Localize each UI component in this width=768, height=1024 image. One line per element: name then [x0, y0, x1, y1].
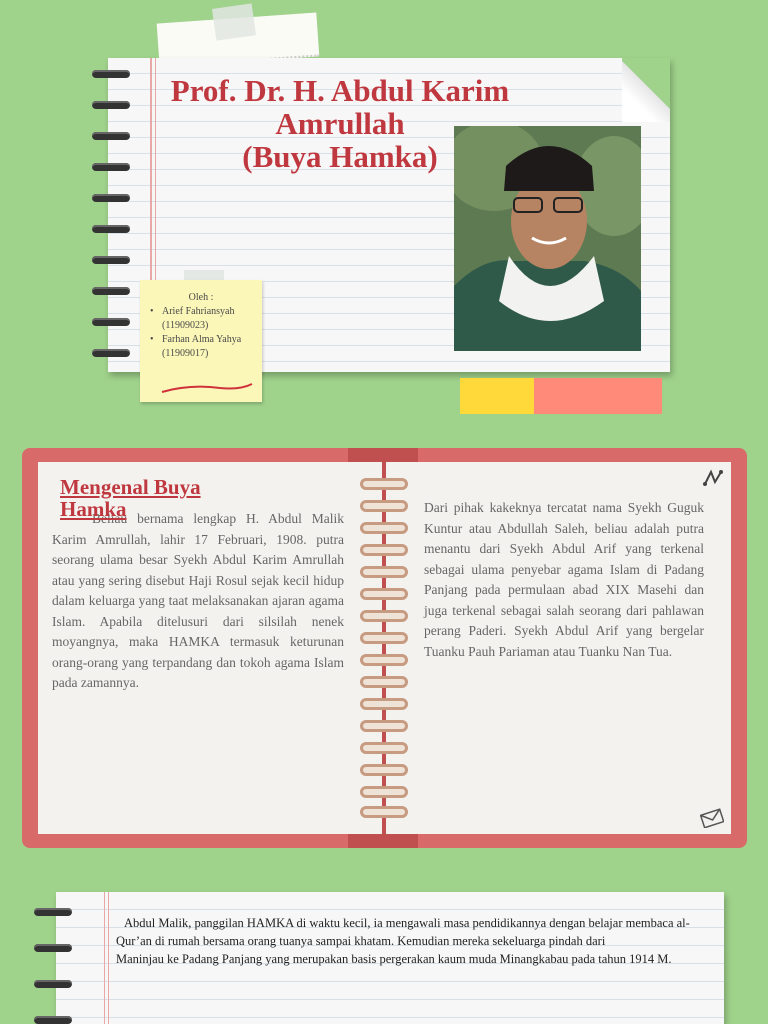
portrait-photo — [454, 126, 641, 351]
author-item: • Farhan Alma Yahya (11909017) — [148, 333, 254, 361]
spiral-coil — [360, 806, 408, 818]
biography-text — [116, 914, 701, 968]
ring-binding — [92, 318, 130, 326]
intro-paragraph: Beliau bernama lengkap H. Abdul Malik Karim Amrullah, lahir 17 Februari, 1908. putra seorang ulama besar Syekh Abdul Karim Amrullah atau yang sering disebut Haji Rosul sejak kecil hidup dalam keluarga yang taat melaksanakan ajaran agama Islam. Apabila ditelusuri dari silsilah nenek moyangnya, maka HAMKA termasuk keturunan orang-orang yang terpandang dan tokoh agama Islam pada zamannya. — [52, 511, 344, 690]
spiral-coil — [360, 786, 408, 798]
biography-line: Maninjau ke Padang Panjang yang merupakan basis pergerakan kaum muda Minangkabau pada tahun 1914 M. — [116, 952, 672, 966]
ring-binding — [92, 194, 130, 202]
ring-binding — [92, 256, 130, 264]
title-slide — [0, 0, 768, 430]
spiral-coil — [360, 588, 408, 600]
ring-binding — [34, 1016, 72, 1024]
authors-heading: Oleh : — [188, 292, 214, 303]
sticky-note-authors — [140, 280, 262, 402]
page-curl-decoration — [622, 58, 670, 122]
spiral-coil — [360, 478, 408, 490]
color-tabs — [460, 378, 662, 414]
spiral-coil — [360, 544, 408, 556]
spine-bottom — [348, 834, 418, 848]
spiral-coil — [360, 632, 408, 644]
ring-binding — [34, 944, 72, 952]
spiral-coil — [360, 610, 408, 622]
ring-binding — [92, 287, 130, 295]
ring-binding — [92, 349, 130, 357]
ring-binding — [92, 225, 130, 233]
sparkle-icon — [702, 468, 724, 488]
spiral-coil — [360, 698, 408, 710]
spiral-coil — [360, 742, 408, 754]
spine-line — [382, 462, 386, 834]
page-title: Prof. Dr. H. Abdul Karim Amrullah (Buya Hamka) — [170, 73, 510, 174]
spiral-coil — [360, 720, 408, 732]
notebook-spread — [22, 448, 747, 848]
biography-page — [56, 892, 724, 1024]
spiral-coil — [360, 654, 408, 666]
author-item: • Arief Fahriansyah (11909023) — [148, 305, 254, 333]
spine-top — [348, 448, 418, 462]
lineage-paragraph: Dari pihak kakeknya tercatat nama Syekh Guguk Kuntur atau Abdullah Saleh, beliau adalah putra menantu dari Syekh Abdul Arif yang terkenal sebagai ulama penyebar agama Islam di Padang Panjang pada permulaan abad XIX Masehi dan juga terkenal sebagai salah seorang dari pahlawan perang Paderi. Syekh Abdul Arif yang bergelar Tuanku Pauh Pariaman atau Tuanku Nan Tua. — [424, 500, 704, 659]
tape-decoration — [212, 3, 256, 40]
spiral-coil — [360, 566, 408, 578]
ring-binding — [92, 70, 130, 78]
ring-binding — [92, 132, 130, 140]
spiral-coil — [360, 500, 408, 512]
spiral-coil — [360, 676, 408, 688]
underline-scribble — [160, 380, 255, 396]
ring-binding — [34, 908, 72, 916]
spiral-coil — [360, 522, 408, 534]
ring-binding — [92, 163, 130, 171]
section-title: Mengenal Buya Hamka — [60, 475, 201, 521]
ring-binding — [34, 980, 72, 988]
ring-binding — [92, 101, 130, 109]
biography-line: Abdul Malik, panggilan HAMKA di waktu kecil, ia mengawali masa pendidikannya dengan belajar membaca al-Qur’an di rumah bersama orang tuanya sampai khatam. Kemudian mereka sekeluarga pindah dari — [116, 916, 690, 948]
spiral-coil — [360, 764, 408, 776]
envelope-icon — [700, 808, 724, 828]
